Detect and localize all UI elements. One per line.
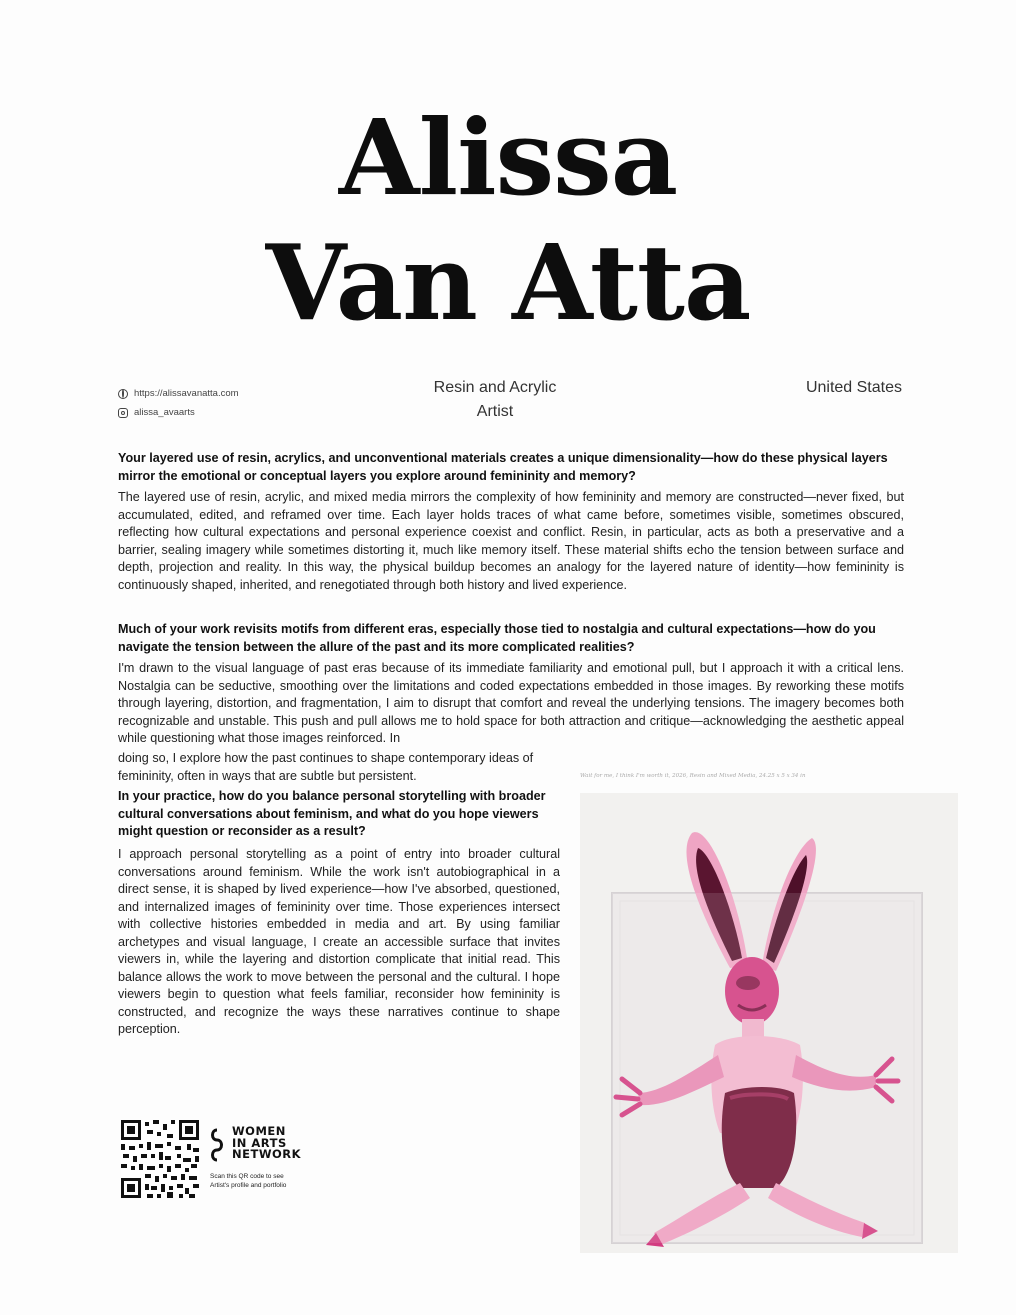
network-logo-text bbox=[232, 1126, 301, 1161]
artist-country: United States bbox=[805, 379, 902, 396]
artwork-illustration bbox=[580, 793, 958, 1253]
org-line-3: NETWORK bbox=[232, 1147, 302, 1161]
medium-line1: Resin and Acrylic bbox=[433, 379, 557, 396]
instagram-handle[interactable]: alissa_avaarts bbox=[134, 407, 195, 418]
artist-name-line2: Van Atta bbox=[265, 221, 751, 344]
answer-2: I'm drawn to the visual language of past eras because of its immediate familiarity and emotional pull, but I approach it with a critical lens. Nostalgia can be seductive, smoothing over the limitations and coded expectations embedded in those images. By reworking these motifs through layering, distortion, and fragmentation, I aim to disrupt that comfort and reveal the underlying tensions. The imagery becomes both recognizable and unstable. This push and pull allows me to hold space for both attraction and critique—acknowledging the aesthetic appeal while questioning what those images reinforced. In bbox=[118, 661, 904, 745]
website-row[interactable] bbox=[118, 384, 239, 403]
answer-1: The layered use of resin, acrylic, and mixed media mirrors the complexity of how femininity and memory are constructed—never fixed, but accumulated, edited, and reframed over time. Each layer holds traces of what came before, sometimes visible, sometimes obscured, reflecting how cultural expectations and personal experience coexist and conflict. Resin, in particular, acts as both a preservative and a barrier, sealing imagery while sometimes distorting it, much like memory itself. These material shifts echo the tension between surface and depth, projection and reality. In this way, the physical buildup becomes an analogy for the layered nature of identity—how femininity is continuously shaped, inherited, and renegotiated through both history and lived experience. bbox=[118, 490, 904, 592]
artwork-caption: Wait for me, I think I'm worth it, 2026, Resin and Mixed Media, 24.25 x 5 x 34 in bbox=[580, 773, 806, 779]
scan-line-1: Scan this QR code to see bbox=[210, 1173, 284, 1180]
org-line-1: WOMEN bbox=[232, 1124, 286, 1138]
medium-line2: Artist bbox=[476, 403, 514, 420]
instagram-icon bbox=[118, 408, 128, 418]
question-3: In your practice, how do you balance personal storytelling with broader cultural conversations about feminism, and what do you hope viewers might question or reconsider as a result? bbox=[118, 789, 546, 838]
question-1: Your layered use of resin, acrylics, and unconventional materials creates a unique dimensionality—how do these physical layers mirror the emotional or conceptual layers you explore around femininity and memory? bbox=[118, 451, 888, 483]
instagram-row[interactable] bbox=[118, 403, 239, 422]
qr-code[interactable] bbox=[121, 1120, 199, 1198]
artist-medium bbox=[395, 376, 595, 424]
question-2: Much of your work revisits motifs from different eras, especially those tied to nostalgia and cultural expectations—how do you navigate the tension between the allure of the past and its more complicated realities? bbox=[118, 622, 876, 654]
artist-links bbox=[118, 384, 239, 422]
artist-name-line1: Alissa bbox=[338, 96, 678, 219]
answer-3: I approach personal storytelling as a point of entry into broader cultural conversations around feminism. While the work isn't autobiographical in a direct sense, it is shaped by lived experience—how I've absorbed, questioned, and internalized images of femininity over time. Those experiences intersect with collective histories embedded in media and art. By using familiar archetypes and visual language, I create an accessible surface that invites viewers in, while the layering and distortion complicate that initial read. This balance allows the work to move between the personal and the cultural. I hope viewers begin to question what feels familiar, reconsider how femininity is constructed, and recognize the ways these narratives continue to shape perception. bbox=[118, 847, 560, 1036]
scan-line-2: Artist's profile and portfolio bbox=[210, 1182, 287, 1189]
network-logo-mark-icon bbox=[210, 1128, 224, 1164]
org-line-2: IN ARTS bbox=[232, 1135, 287, 1150]
artwork-image bbox=[580, 793, 958, 1253]
qr-instructions bbox=[210, 1172, 340, 1190]
globe-icon bbox=[118, 389, 128, 399]
website-link[interactable]: https://alissavanatta.com bbox=[134, 388, 239, 399]
answer-2-continued: doing so, I explore how the past continues to shape contemporary ideas of femininity, often in ways that are subtle but persistent. bbox=[118, 751, 534, 783]
